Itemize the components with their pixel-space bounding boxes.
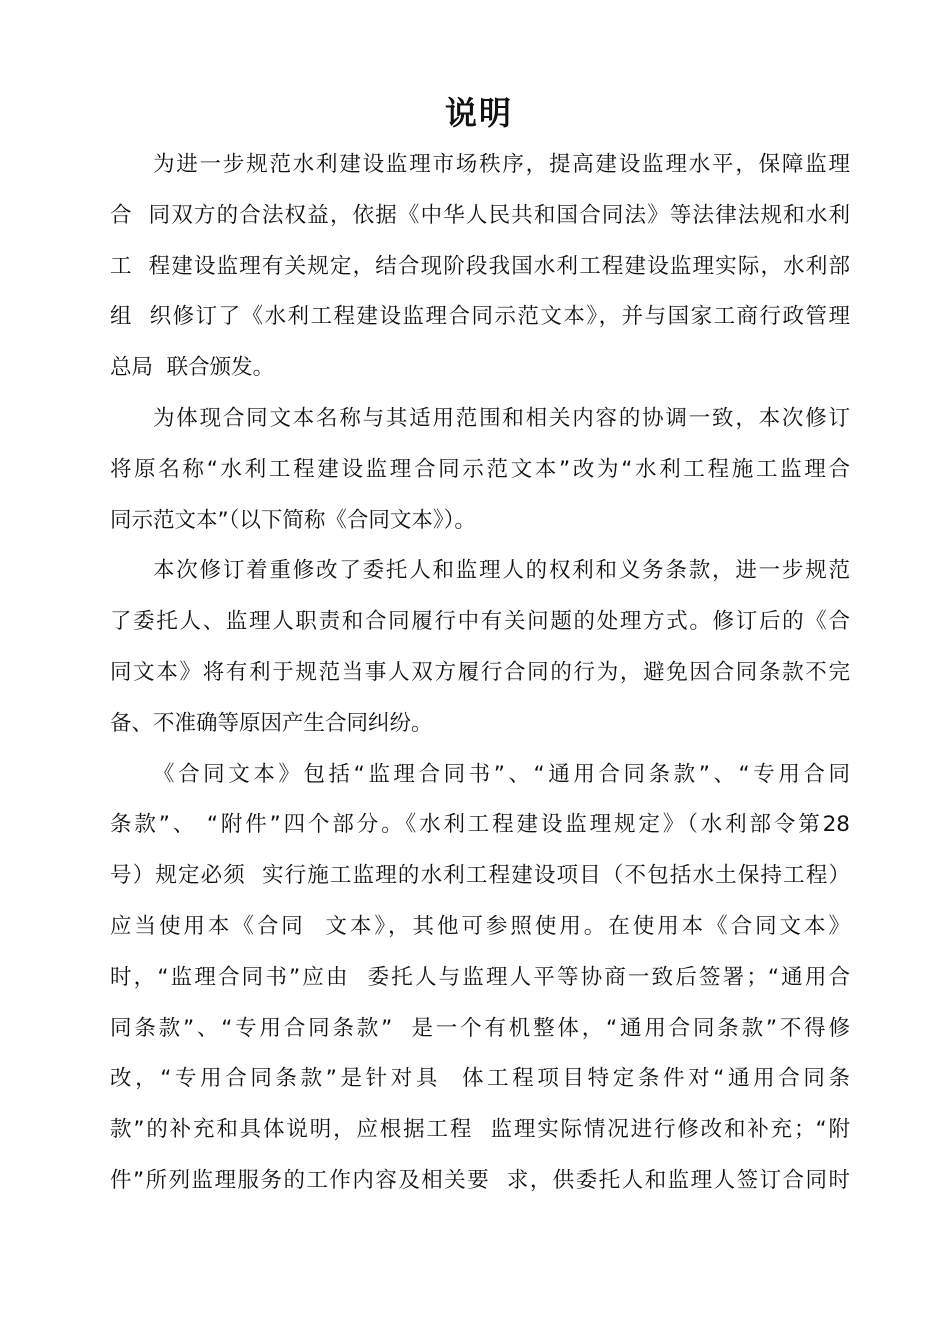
paragraph-2-line-3: 同示范文本”（以下简称《合同文本》）。 — [110, 507, 476, 533]
paragraph-3-line-2: 了委托人、监理人职责和合同履行中有关问题的处理方式。修订后的《合 — [110, 609, 850, 635]
page-title: 说明 — [444, 94, 513, 132]
paragraph-1-line-5: 总局 联合颁发。 — [110, 355, 275, 381]
paragraph-3-line-4: 备、不准确等原因产生合同纠纷。 — [110, 710, 433, 736]
paragraph-4-line-2: 条款”、 “附件”四个部分。《水利工程建设监理规定》（水利部令第28 — [110, 812, 850, 838]
paragraph-4-line-5: 时，“监理合同书”应由 委托人与监理人平等协商一致后签署；“通用合 — [110, 964, 850, 990]
paragraph-4-line-7: 改，“专用合同条款”是针对具 体工程项目特定条件对“通用合同条 — [110, 1066, 850, 1092]
paragraph-3-line-3: 同文本》将有利于规范当事人双方履行合同的行为，避免因合同条款不完 — [110, 659, 850, 685]
paragraph-4-line-9: 件”所列监理服务的工作内容及相关要 求，供委托人和监理人签订合同时 — [110, 1167, 850, 1193]
paragraph-4-line-8: 款”的补充和具体说明，应根据工程 监理实际情况进行修改和补充；“附 — [110, 1117, 850, 1143]
paragraph-4-line-3: 号）规定必须 实行施工监理的水利工程建设项目（不包括水土保持工程） — [110, 863, 850, 889]
paragraph-1-line-3: 工 程建设监理有关规定，结合现阶段我国水利工程建设监理实际，水利部 — [110, 253, 850, 279]
document-body — [110, 140, 850, 1207]
paragraph-2-line-2: 将原名称“水利工程建设监理合同示范文本”改为“水利工程施工监理合 — [110, 456, 850, 482]
paragraph-3-line-1: 本次修订着重修改了委托人和监理人的权利和义务条款，进一步规范 — [153, 558, 850, 584]
paragraph-4-line-6: 同条款”、“专用合同条款” 是一个有机整体，“通用合同条款”不得修 — [110, 1015, 850, 1041]
paragraph-1-line-4: 组 织修订了《水利工程建设监理合同示范文本》，并与国家工商行政管理 — [110, 304, 850, 330]
paragraph-4-line-1: 《合同文本》包括“监理合同书”、“通用合同条款”、“专用合同 — [153, 761, 850, 787]
paragraph-4-line-4: 应当使用本《合同 文本》，其他可参照使用。在使用本《合同文本》 — [110, 913, 850, 939]
paragraph-2-line-1: 为体现合同文本名称与其适用范围和相关内容的协调一致，本次修订 — [153, 405, 850, 431]
paragraph-1-line-2: 合 同双方的合法权益，依据《中华人民共和国合同法》等法律法规和水利 — [110, 202, 850, 228]
paragraph-1-line-1: 为进一步规范水利建设监理市场秩序，提高建设监理水平，保障监理 — [153, 152, 850, 177]
